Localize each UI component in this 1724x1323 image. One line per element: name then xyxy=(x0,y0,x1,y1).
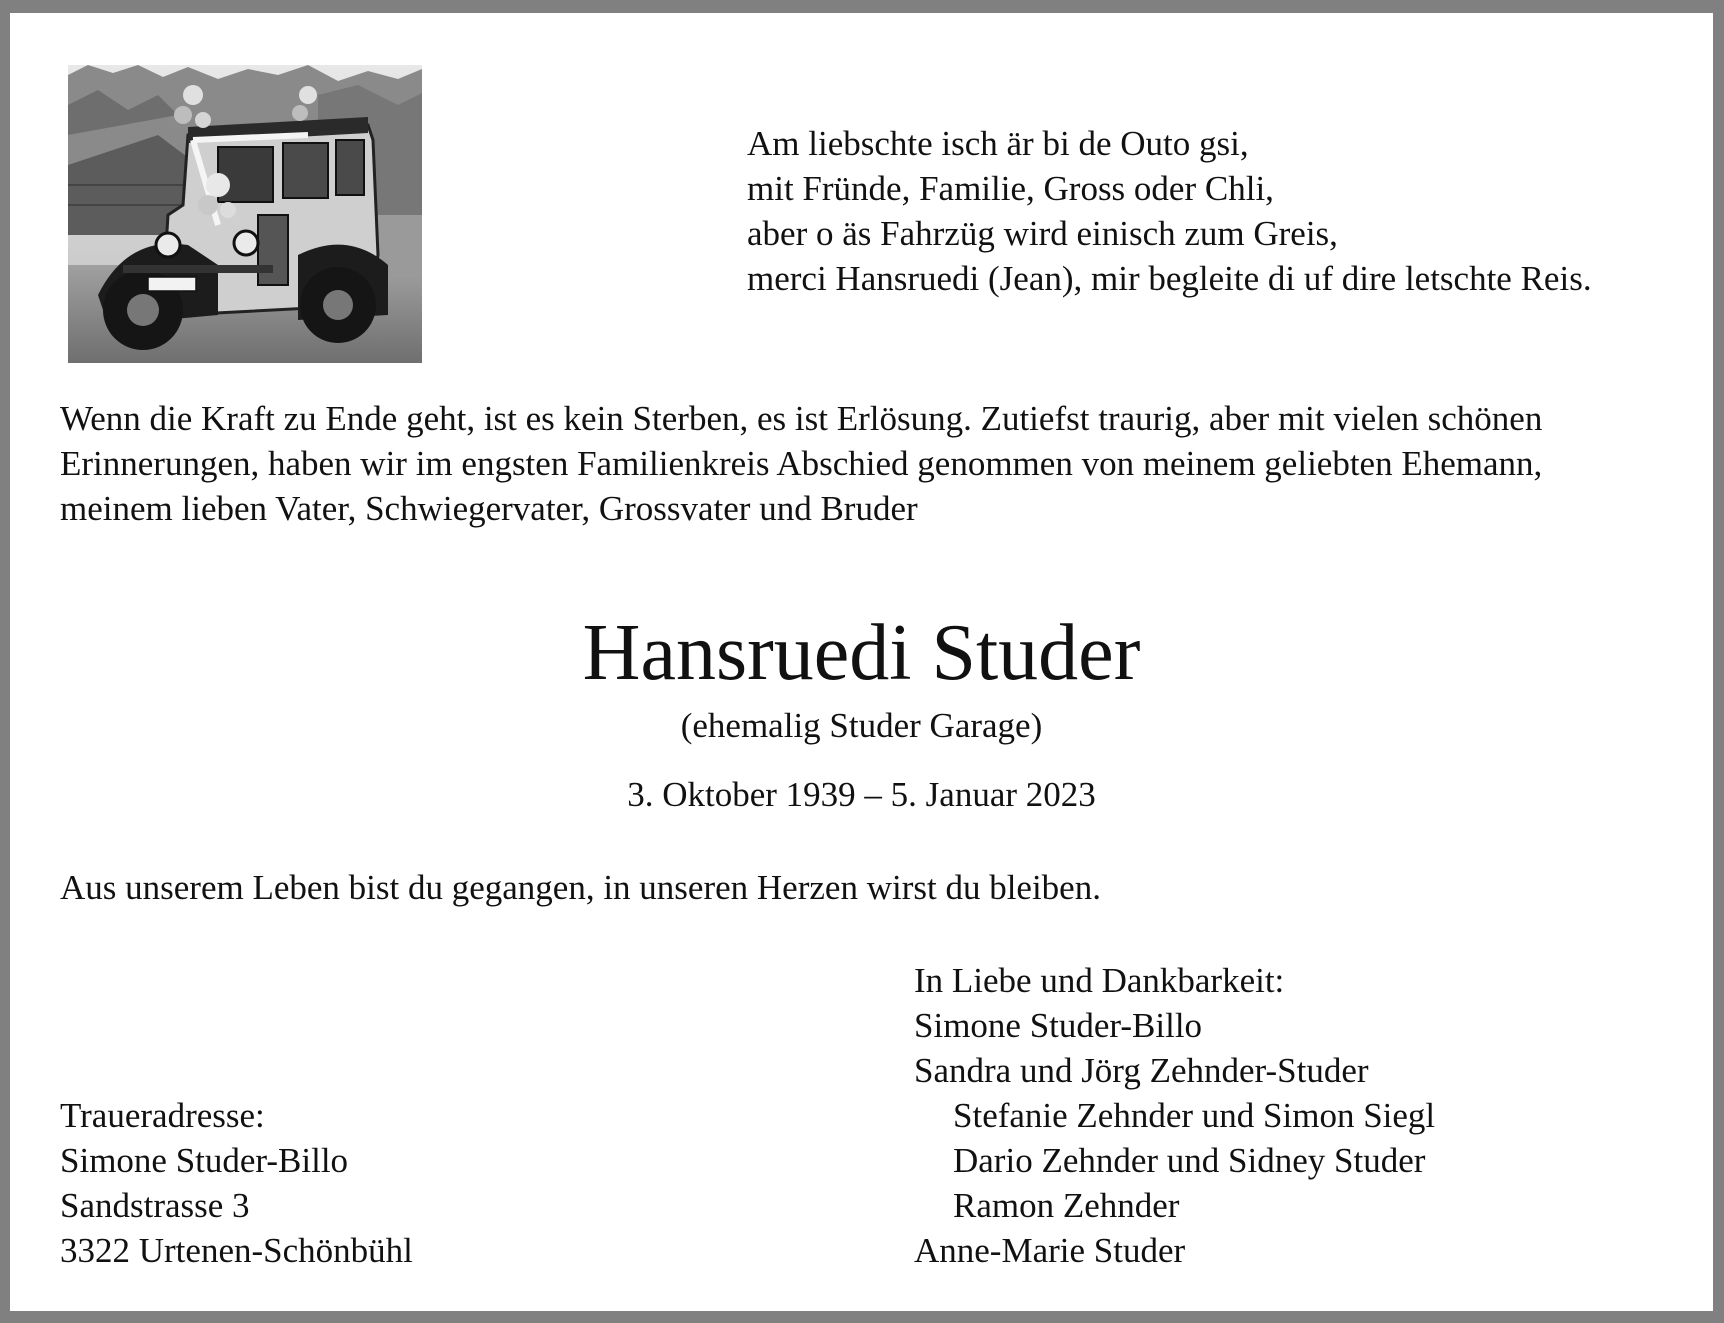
family-member: Sandra und Jörg Zehnder-Studer xyxy=(914,1051,1369,1090)
poem-line: mit Fründe, Familie, Gross oder Chli, xyxy=(747,169,1274,208)
intro-line: meinem lieben Vater, Schwiegervater, Grossvater und Bruder xyxy=(60,489,918,528)
family-member: Dario Zehnder und Sidney Studer xyxy=(953,1141,1426,1180)
life-dates: 3. Oktober 1939 – 5. Januar 2023 xyxy=(627,775,1096,814)
poem-line: merci Hansruedi (Jean), mir begleite di uf dire letschte Reis. xyxy=(747,259,1592,298)
intro-line: Wenn die Kraft zu Ende geht, ist es kein Sterben, es ist Erlösung. Zutiefst traurig, aber mit vielen schönen xyxy=(60,399,1543,438)
family-list xyxy=(914,958,1694,1273)
poem-line: aber o äs Fahrzüg wird einisch zum Greis, xyxy=(747,214,1338,253)
deceased-subtitle: (ehemalig Studer Garage) xyxy=(680,706,1043,745)
intro-paragraph xyxy=(60,396,1680,531)
mourning-address xyxy=(60,1093,760,1273)
intro-line: Erinnerungen, haben wir im engsten Familienkreis Abschied genommen von meinem geliebten Ehemann, xyxy=(60,444,1543,483)
vintage-car-photo xyxy=(68,65,422,363)
address-name: Simone Studer-Billo xyxy=(60,1141,349,1180)
address-street: Sandstrasse 3 xyxy=(60,1186,250,1225)
vintage-car-icon xyxy=(68,65,422,363)
family-member: Stefanie Zehnder und Simon Siegl xyxy=(953,1096,1436,1135)
address-city: 3322 Urtenen-Schönbühl xyxy=(60,1231,413,1270)
obituary-page xyxy=(10,13,1713,1311)
family-member: Simone Studer-Billo xyxy=(914,1006,1203,1045)
family-member: Ramon Zehnder xyxy=(953,1186,1180,1225)
poem xyxy=(747,121,1707,301)
family-heading: In Liebe und Dankbarkeit: xyxy=(914,961,1285,1000)
family-member: Anne-Marie Studer xyxy=(914,1231,1186,1270)
poem-line: Am liebschte isch är bi de Outo gsi, xyxy=(747,124,1249,163)
address-label: Traueradresse: xyxy=(60,1096,265,1135)
deceased-name: Hansruedi Studer xyxy=(582,609,1141,697)
farewell-quote: Aus unserem Leben bist du gegangen, in unseren Herzen wirst du bleiben. xyxy=(60,868,1101,907)
